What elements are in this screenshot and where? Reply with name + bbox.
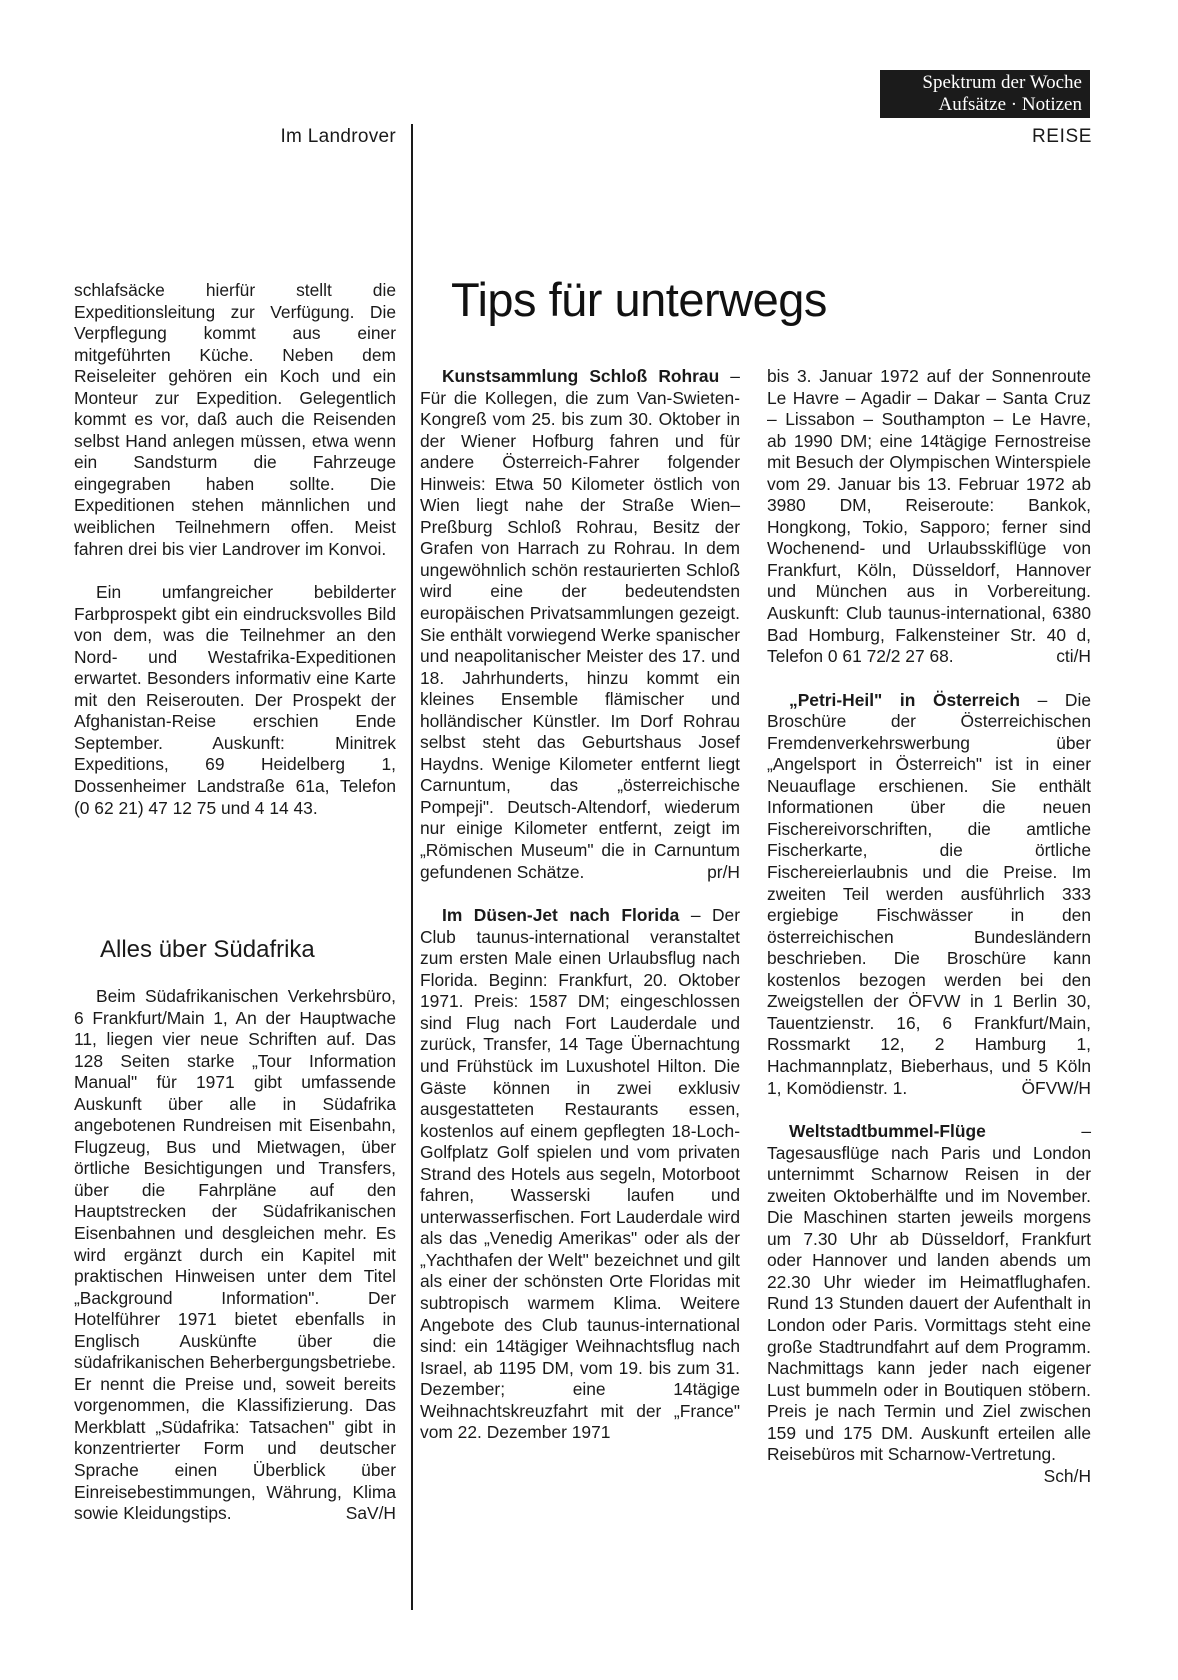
page-headline: Tips für unterwegs [451, 273, 827, 326]
article-title: „Petri-Heil" in Österreich [789, 689, 1020, 710]
running-header-right: REISE [1031, 126, 1092, 147]
article-paragraph: Ein umfangreicher bebilderter Farbprospekt gibt ein eindrucksvolles Bild von dem, was die Teilnehmer an den Nord- und Westafrika-Expeditionen erwartet. Besonders informativ eine Karte mit den Reiserouten. Der Prospekt der Afghanistan-Reise erschien Ende September. Auskunft: Minitrek Expeditions, 69 Heidelberg 1, Dossenheimer Landstraße 61a, Telefon (0 62 21) 47 12 75 und 4 14 43. [74, 582, 396, 818]
article-paragraph [767, 366, 1091, 668]
column-left [74, 280, 396, 819]
article-paragraph [767, 690, 1091, 1099]
article-text: – Für die Kollegen, die zum Van-Swieten-Kongreß vom 25. bis zum 30. Oktober in der Wiener Hofburg fahren und für andere Österreich-Fahrer folgender Hinweis: Etwa 50 Kilometer östlich von Wien liegt nahe der Straße Wien–Preßburg Schloß Rohrau, Besitz der Grafen von Harrach zu Rohrau. In dem ungewöhnlich schön restaurierten Schloß wird eine der bedeutendsten europäischen Privatsammlungen gezeigt. Sie enthält vorwiegend Werke spanischer und neapolitanischer Meister des 17. und 18. Jahrhunderts, hinzu kommt ein kleines Ensemble flämischer und holländischer Künstler. Im Dorf Rohrau selbst steht das Geburtshaus Josef Haydns. Wenige Kilometer entfernt liegt Carnuntum, das „österreichische Pompeji". Deutsch-Altendorf, wiederum nur einige Kilometer entfernt, zeigt im „Römischen Museum" die in Carnuntum gefundenen Schätze. [420, 366, 740, 882]
section-badge-line1: Spektrum der Woche [922, 72, 1082, 93]
article-text: – Der Club taunus-international veranstaltet zum ersten Male einen Urlaubsflug nach Florida. Beginn: Frankfurt, 20. Oktober 1971. Preis: 1587 DM; eingeschlossen sind Flug nach Fort Lauderdale und zurück, Transfer, 14 Tage Übernachtung und Frühstück im Luxushotel Hilton. Die Gäste können in zwei exklusiv ausgestatteten Restaurants essen, kostenlos auf einem gepflegten 18-Loch-Golfplatz Golf spielen und vom privaten Strand des Hotels aus segeln, Motorboot fahren, Wasserski laufen und unterwasserfischen. Fort Lauderdale wird als das „Venedig Amerikas" oder als der „Yachthafen der Welt" bezeichnet und gilt als einer der schönsten Orte Floridas mit subtropisch warmem Klima. Weitere Angebote des Club taunus-international sind: ein 14tägiger Weihnachtsflug nach Israel, ab 1195 DM, vom 19. bis zum 31. Dezember; eine 14tägige Weihnachtskreuzfahrt mit der „France" vom 22. Dezember 1971 [420, 905, 740, 1443]
article-text: – Tagesausflüge nach Paris und London unternimmt Scharnow Reisen in der zweiten Oktoberhälfte und im November. Die Maschinen starten jeweils morgens um 7.30 Uhr ab Düsseldorf, Frankfurt oder Hannover und landen abends um 22.30 Uhr wieder im Heimatflughafen. Rund 13 Stunden dauert der Aufenthalt in London oder Paris. Vormittags steht eine große Stadtrundfahrt auf dem Programm. Nachmittags kann jeder nach eigener Lust bummeln oder in Boutiquen stöbern. Preis je nach Termin und Ziel zwischen 159 und 175 DM. Auskunft erteilen alle Reisebüros mit Scharnow-Vertretung. [767, 1121, 1091, 1465]
article-text: Beim Südafrikanischen Verkehrsbüro, 6 Frankfurt/Main 1, An der Hauptwache 11, liegen vier neue Schriften auf. Das 128 Seiten starke „Tour Information Manual" für 1971 gibt umfassende Auskunft über alle in Südafrika angebotenen Rundreisen mit Eisenbahn, Flugzeug, Bus und Mietwagen, über örtliche Besichtigungen und Transfers, über die Fahrpläne auf den Hauptstrecken der Südafrikanischen Eisenbahnen und desgleichen mehr. Es wird ergänzt durch ein Kapitel mit praktischen Hinweisen unter dem Titel „Background Information". Der Hotelführer 1971 bietet ebenfalls in Englisch Auskünfte über die südafrikanischen Beherbergungsbetriebe. Er nennt die Preise und, soweit bereits vorgenommen, die Klassifizierung. Das Merkblatt „Südafrika: Tatsachen" gibt in konzentrierter Form und deutscher Sprache einen Überblick über Einreisebestimmungen, Währung, Klima sowie Kleidungstips. [74, 986, 396, 1524]
section-badge [880, 70, 1090, 118]
section-badge-line2: Aufsätze · Notizen [938, 94, 1082, 115]
section-subheading: Alles über Südafrika [100, 936, 315, 963]
article-paragraph [420, 905, 740, 1444]
column-divider [411, 124, 413, 1610]
author-signature: cti/H [1056, 646, 1091, 667]
column-left-lower [74, 986, 396, 1525]
author-signature: SaV/H [345, 1503, 396, 1524]
article-text: – Die Broschüre der Österreichischen Fremdenverkehrswerbung über „Angelsport in Österreich" ist in einer Neuauflage erschienen. Sie enthält Informationen über die neuen Fischereivorschriften, die amtliche Fischerkarte, die örtliche Fischereierlaubnis und die Preise. Im zweiten Teil werden ausführlich 333 ergiebige Fischwässer in den österreichischen Bundesländern beschrieben. Die Broschüre kann kostenlos bezogen werden bei den Zweigstellen der ÖFVW in 1 Berlin 30, Tauentzienstr. 16, 6 Frankfurt/Main, Rossmarkt 12, 2 Hamburg 1, Hachmannplatz, Bieberhaus, und 5 Köln 1, Komödienstr. 1. [767, 689, 1091, 1098]
article-paragraph [767, 1121, 1091, 1486]
article-title: Kunstsammlung Schloß Rohrau [442, 366, 720, 386]
article-title: Im Düsen-Jet nach Florida [442, 905, 680, 926]
article-paragraph: schlafsäcke hierfür stellt die Expeditionsleitung zur Verfügung. Die Verpflegung kommt aus einer mitgeführten Küche. Neben dem Reiseleiter gehören ein Koch und ein Monteur zur Expedition. Gelegentlich kommt es vor, daß auch die Reisenden selbst Hand anlegen müssen, etwa wenn ein Sandsturm die Fahrzeuge eingegraben haben sollte. Die Expeditionen stehen männlichen und weiblichen Teilnehmern offen. Meist fahren drei bis vier Landrover im Konvoi. [74, 280, 396, 559]
column-middle [420, 366, 740, 1444]
running-header-left: Im Landrover [280, 126, 396, 147]
article-text: bis 3. Januar 1972 auf der Sonnenroute Le Havre – Agadir – Dakar – Santa Cruz – Lissabon – Southampton – Le Havre, ab 1990 DM; eine 14tägige Fernostreise mit Besuch der Olympischen Winterspiele vom 29. Januar bis 13. Februar 1972 ab 3980 DM, Reiseroute: Bankok, Hongkong, Tokio, Sapporo; ferner sind Wochenend- und Urlaubsskiflüge von Frankfurt, Köln, Düsseldorf, Hannover und München aus in Vorbereitung. Auskunft: Club taunus-international, 6380 Bad Homburg, Falkensteiner Str. 40 d, Telefon 0 61 72/2 27 68. [767, 366, 1091, 667]
author-signature: pr/H [707, 861, 740, 882]
author-signature: ÖFVW/H [1021, 1077, 1091, 1098]
author-signature: Sch/H [1043, 1465, 1091, 1486]
article-title: Weltstadtbummel-Flüge [789, 1121, 986, 1142]
column-right [767, 366, 1091, 1487]
article-paragraph [420, 366, 740, 883]
article-paragraph [74, 986, 396, 1525]
